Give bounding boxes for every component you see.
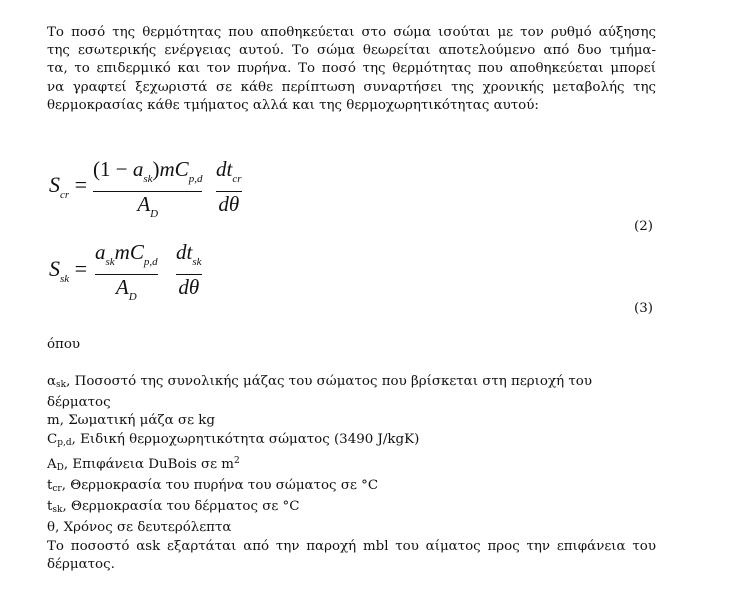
fraction-dtsk-dtheta: $dt_{sk}$ dθ <box>176 240 202 300</box>
closing-line: Το ποσοστό αsk εξαρτάται από την παροχή mbl του αίματος προς την επιφάνεια του <box>47 539 656 554</box>
intro-paragraph <box>47 24 656 115</box>
variable-item: θ, Χρόνος σε δευτερόλεπτα <box>47 520 232 536</box>
variable-item: tcr, Θερμοκρασία του πυρήνα του σώματος σε °C <box>47 478 379 495</box>
fraction-dtcr-dtheta: $dt_{cr}$ dθ <box>216 157 242 217</box>
fraction-mass-term: $a_{sk}mC_{p,d}$ $A_D$ <box>95 240 158 304</box>
variable-item: δέρματος <box>47 395 111 411</box>
where-label: όπου <box>47 337 81 352</box>
variable-item: m, Σωματική μάζα σε kg <box>47 413 215 429</box>
variable-item: AD, Επιφάνεια DuBois σε $m^2$ <box>47 455 240 473</box>
closing-line: δέρματος. <box>47 557 115 573</box>
intro-line: τα, το επιδερμικό και τον πυρήνα. Το ποσό της θερμότητας που αποθηκεύεται μπορεί <box>47 61 656 77</box>
intro-line: να γραφτεί ξεχωριστά σε κάθε περίπτωση συναρτήσει της χρονικής μεταβολής της <box>47 79 656 95</box>
equation-number: (3) <box>634 301 653 316</box>
closing-paragraph <box>47 538 656 574</box>
intro-line: θερμοκρασίας κάθε τμήματος αλλά και της θερμοχωρητικότητας αυτού: <box>47 97 539 113</box>
variable-item: tsk, Θερμοκρασία του δέρματος σε °C <box>47 499 300 516</box>
fraction-mass-term: $(1 - a_{sk})mC_{p,d}$ $A_D$ <box>93 157 203 221</box>
equation-number: (2) <box>634 219 653 234</box>
intro-line: της εσωτερικής ενέργειας αυτού. Το σώμα θεωρείται αποτελούμενο από δυο τμήμα- <box>47 43 656 59</box>
intro-line: Το ποσό της θερμότητας που αποθηκεύεται στο σώμα ισούται με τον ρυθμό αύξησης <box>47 25 656 40</box>
variable-list <box>47 373 592 538</box>
variable-item: αsk, Ποσοστό της συνολικής μάζας του σώματος που βρίσκεται στη περιοχή του <box>47 374 592 390</box>
variable-item: Cp,d, Ειδική θερμοχωρητικότητα σώματος (3490 J/kgK) <box>47 431 420 448</box>
lhs-s-cr: $S_{cr}$ = <box>49 172 88 201</box>
lhs-s-sk: $S_{sk}$ = <box>49 256 88 285</box>
